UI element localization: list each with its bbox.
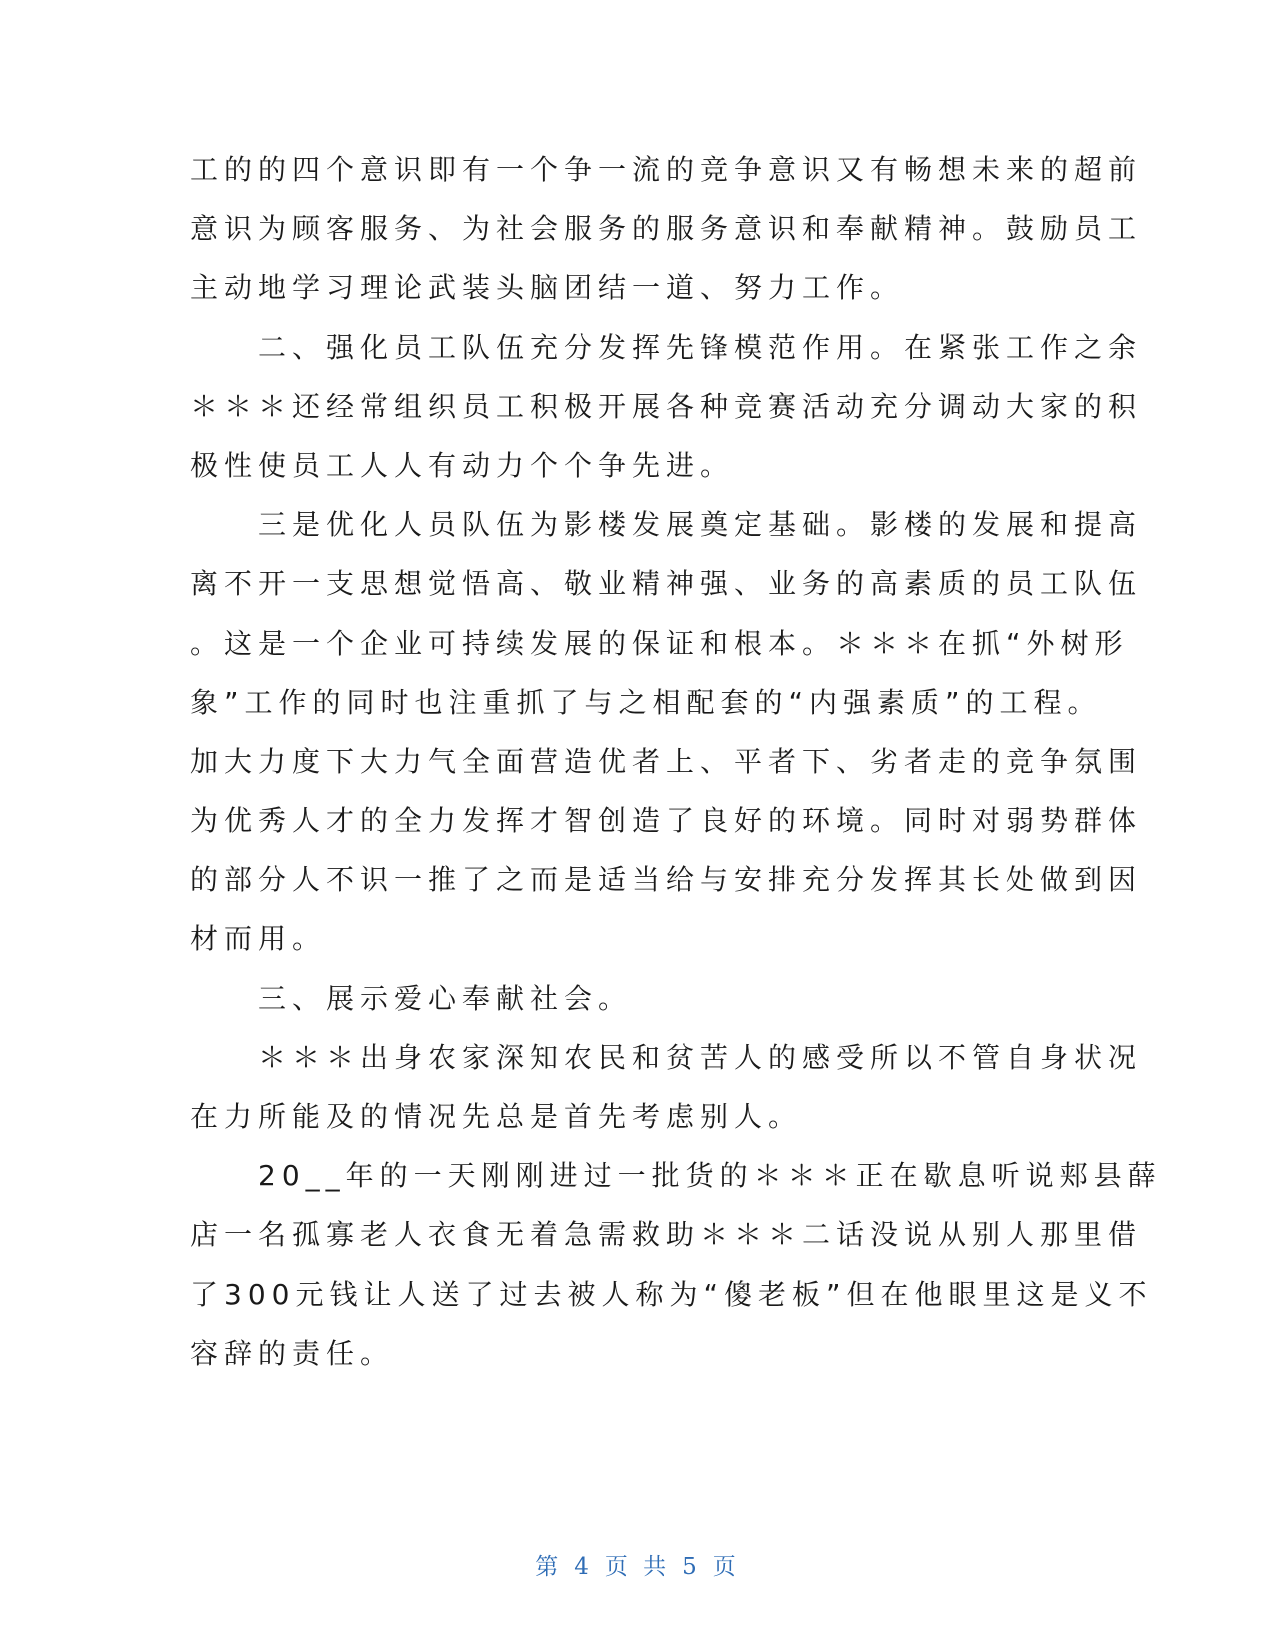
text-line: ＊＊＊还经常组织员工积极开展各种竞赛活动充分调动大家的积: [190, 389, 1143, 423]
footer-middle: 页 共: [604, 1554, 671, 1580]
text-line: 主动地学习理论武装头脑团结一道、努力工作。: [190, 271, 905, 305]
text-line: 极性使员工人人有动力个个争先进。: [190, 448, 735, 482]
text-line: 加大力度下大力气全面营造优者上、平者下、劣者走的竞争氛围: [190, 744, 1143, 778]
text-line: 三是优化人员队伍为影楼发展奠定基础。影楼的发展和提高: [190, 508, 1143, 542]
text-line: 在力所能及的情况先总是首先考虑别人。: [190, 1100, 803, 1133]
footer-page-number: 4: [574, 1554, 593, 1580]
footer-suffix: 页: [712, 1554, 740, 1580]
footer-total-pages: 5: [682, 1554, 701, 1580]
text-line: 店一名孤寡老人衣食无着急需救助＊＊＊二话没说从别人那里借: [190, 1218, 1143, 1252]
text-line: ＊＊＊出身农家深知农民和贫苦人的感受所以不管自身状况: [190, 1040, 1143, 1074]
document-body: [190, 140, 1162, 1383]
text-line: 离不开一支思想觉悟高、敬业精神强、业务的高素质的员工队伍: [190, 567, 1143, 601]
text-line: 二、强化员工队伍充分发挥先锋模范作用。在紧张工作之余: [190, 330, 1143, 364]
text-line: 工的的四个意识即有一个争一流的竞争意识又有畅想未来的超前: [190, 153, 1143, 186]
text-line: 的部分人不识一推了之而是适当给与安排充分发挥其长处做到因: [190, 863, 1143, 897]
text-line: 了300元钱让人送了过去被人称为“傻老板”但在他眼里这是义不: [190, 1277, 1153, 1311]
page-footer: [0, 1548, 1275, 1581]
text-line: 意识为顾客服务、为社会服务的服务意识和奉献精神。鼓励员工: [190, 212, 1143, 246]
text-line: 为优秀人才的全力发挥才智创造了良好的环境。同时对弱势群体: [190, 804, 1143, 838]
text-line: 20__年的一天刚刚进过一批货的＊＊＊正在歇息听说郏县薛: [190, 1159, 1162, 1193]
text-line: 容辞的责任。: [190, 1336, 395, 1370]
text-line: 。这是一个企业可持续发展的保证和根本。＊＊＊在抓“外树形: [190, 626, 1129, 660]
text-line: 材而用。: [190, 922, 327, 956]
text-line: 象”工作的同时也注重抓了与之相配套的“内强素质”的工程。: [190, 685, 1102, 719]
footer-prefix: 第: [535, 1554, 563, 1580]
text-line: 三、展示爱心奉献社会。: [190, 981, 633, 1015]
